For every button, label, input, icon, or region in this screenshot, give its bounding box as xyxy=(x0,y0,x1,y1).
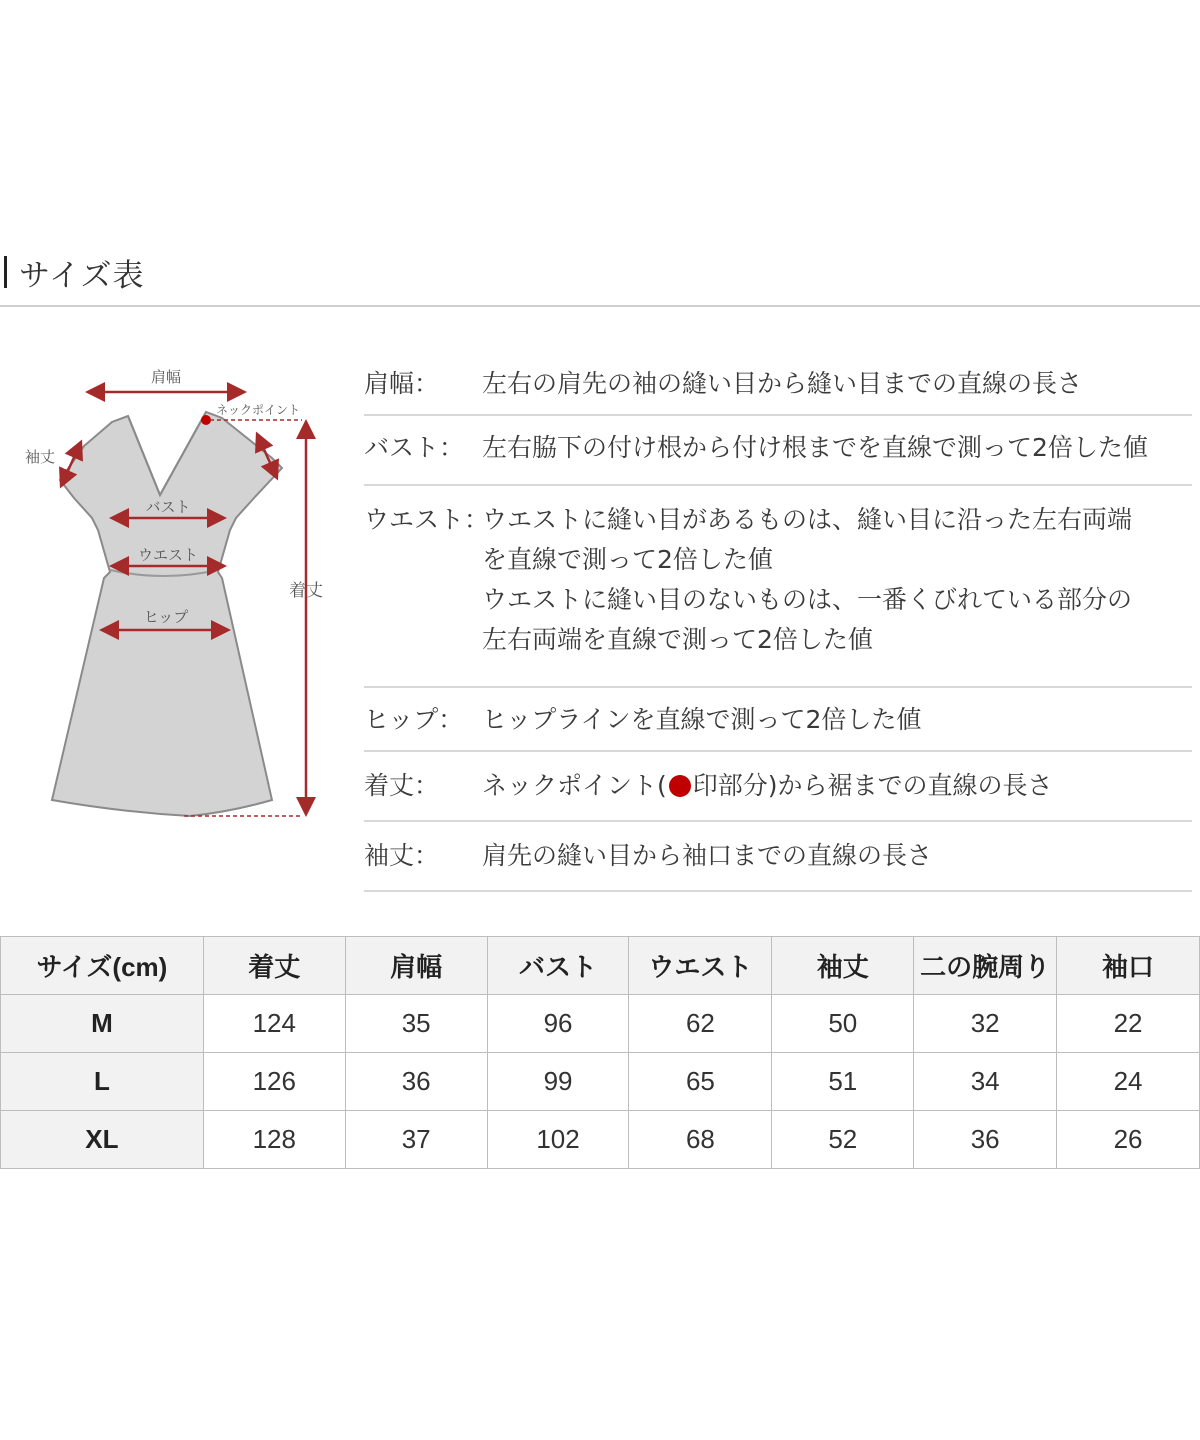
definition-text: 肩先の縫い目から袖口までの直線の長さ xyxy=(482,841,933,870)
table-cell: 36 xyxy=(345,1053,487,1111)
column-header: 着丈 xyxy=(203,937,345,995)
column-header: 肩幅 xyxy=(345,937,487,995)
table-cell: 36 xyxy=(914,1111,1057,1169)
column-header: 袖口 xyxy=(1057,937,1200,995)
table-cell: 26 xyxy=(1057,1111,1200,1169)
definition-term: ウエスト： xyxy=(364,505,490,534)
table-cell: 124 xyxy=(203,995,345,1053)
table-row xyxy=(1,1111,1200,1169)
definition-text: ヒップラインを直線で測って2倍した値 xyxy=(482,705,922,734)
table-cell: 52 xyxy=(772,1111,914,1169)
table-cell: 126 xyxy=(203,1053,345,1111)
table-cell: 68 xyxy=(629,1111,772,1169)
length-label: 着丈 xyxy=(289,581,323,601)
size-table xyxy=(0,936,1200,1169)
bust-label: バスト xyxy=(145,498,191,516)
measurement-definitions xyxy=(364,356,1192,892)
table-cell: 51 xyxy=(772,1053,914,1111)
table-cell: 128 xyxy=(203,1111,345,1169)
column-header: サイズ(cm) xyxy=(1,937,204,995)
table-cell: 65 xyxy=(629,1053,772,1111)
table-row xyxy=(1,995,1200,1053)
definition-row-waist xyxy=(364,486,1192,688)
definition-text: ネックポイント( 印部分)から裾までの直線の長さ xyxy=(482,771,1053,800)
table-row xyxy=(1,1053,1200,1111)
table-cell: 96 xyxy=(487,995,629,1053)
dress-illustration xyxy=(0,350,350,840)
hip-label: ヒップ xyxy=(143,608,189,626)
neck-point-dot xyxy=(201,415,211,425)
table-cell: 50 xyxy=(772,995,914,1053)
definition-term: 肩幅： xyxy=(364,369,440,398)
neckpoint-label: ネックポイント xyxy=(216,403,301,417)
size-label: XL xyxy=(1,1111,204,1169)
definition-text: 左右脇下の付け根から付け根までを直線で測って2倍した値 xyxy=(482,433,1148,462)
definition-text: 左右の肩先の袖の縫い目から縫い目までの直線の長さ xyxy=(482,369,1083,398)
page-title: サイズ表 xyxy=(19,257,145,294)
size-label: L xyxy=(1,1053,204,1111)
table-cell: 35 xyxy=(345,995,487,1053)
table-cell: 99 xyxy=(487,1053,629,1111)
table-cell: 34 xyxy=(914,1053,1057,1111)
definition-term: バスト： xyxy=(364,433,465,462)
table-cell: 102 xyxy=(487,1111,629,1169)
definition-row-shoulder xyxy=(364,356,1192,416)
neck-point-marker-icon xyxy=(669,775,691,797)
sleeve-label: 袖丈 xyxy=(24,448,56,466)
table-cell: 62 xyxy=(629,995,772,1053)
measurement-diagram xyxy=(0,350,350,840)
table-cell: 32 xyxy=(914,995,1057,1053)
table-header-row xyxy=(1,937,1200,995)
title-accent-bar xyxy=(4,256,7,288)
column-header: ウエスト xyxy=(629,937,772,995)
definition-row-length xyxy=(364,752,1192,822)
column-header: 二の腕周り xyxy=(914,937,1057,995)
definition-term: 袖丈： xyxy=(364,841,440,870)
table-cell: 37 xyxy=(345,1111,487,1169)
table-cell: 22 xyxy=(1057,995,1200,1053)
definition-text: ウエストに縫い目があるものは、縫い目に沿った左右両端 を直線で測って2倍した値 ウエストに縫い目のないものは、一番くびれている部分の 左右両端を直線で測って2倍した値 xyxy=(482,505,1133,654)
column-header: 袖丈 xyxy=(772,937,914,995)
definition-term: 着丈： xyxy=(364,771,440,800)
title-divider xyxy=(0,305,1200,307)
section-header xyxy=(0,250,1200,294)
shoulder-label: 肩幅 xyxy=(150,368,182,386)
table-cell: 24 xyxy=(1057,1053,1200,1111)
column-header: バスト xyxy=(487,937,629,995)
definition-row-bust xyxy=(364,416,1192,486)
size-label: M xyxy=(1,995,204,1053)
waist-label: ウエスト xyxy=(137,546,199,564)
definition-row-hip xyxy=(364,688,1192,752)
definition-row-sleeve xyxy=(364,822,1192,892)
definition-term: ヒップ： xyxy=(364,705,464,734)
